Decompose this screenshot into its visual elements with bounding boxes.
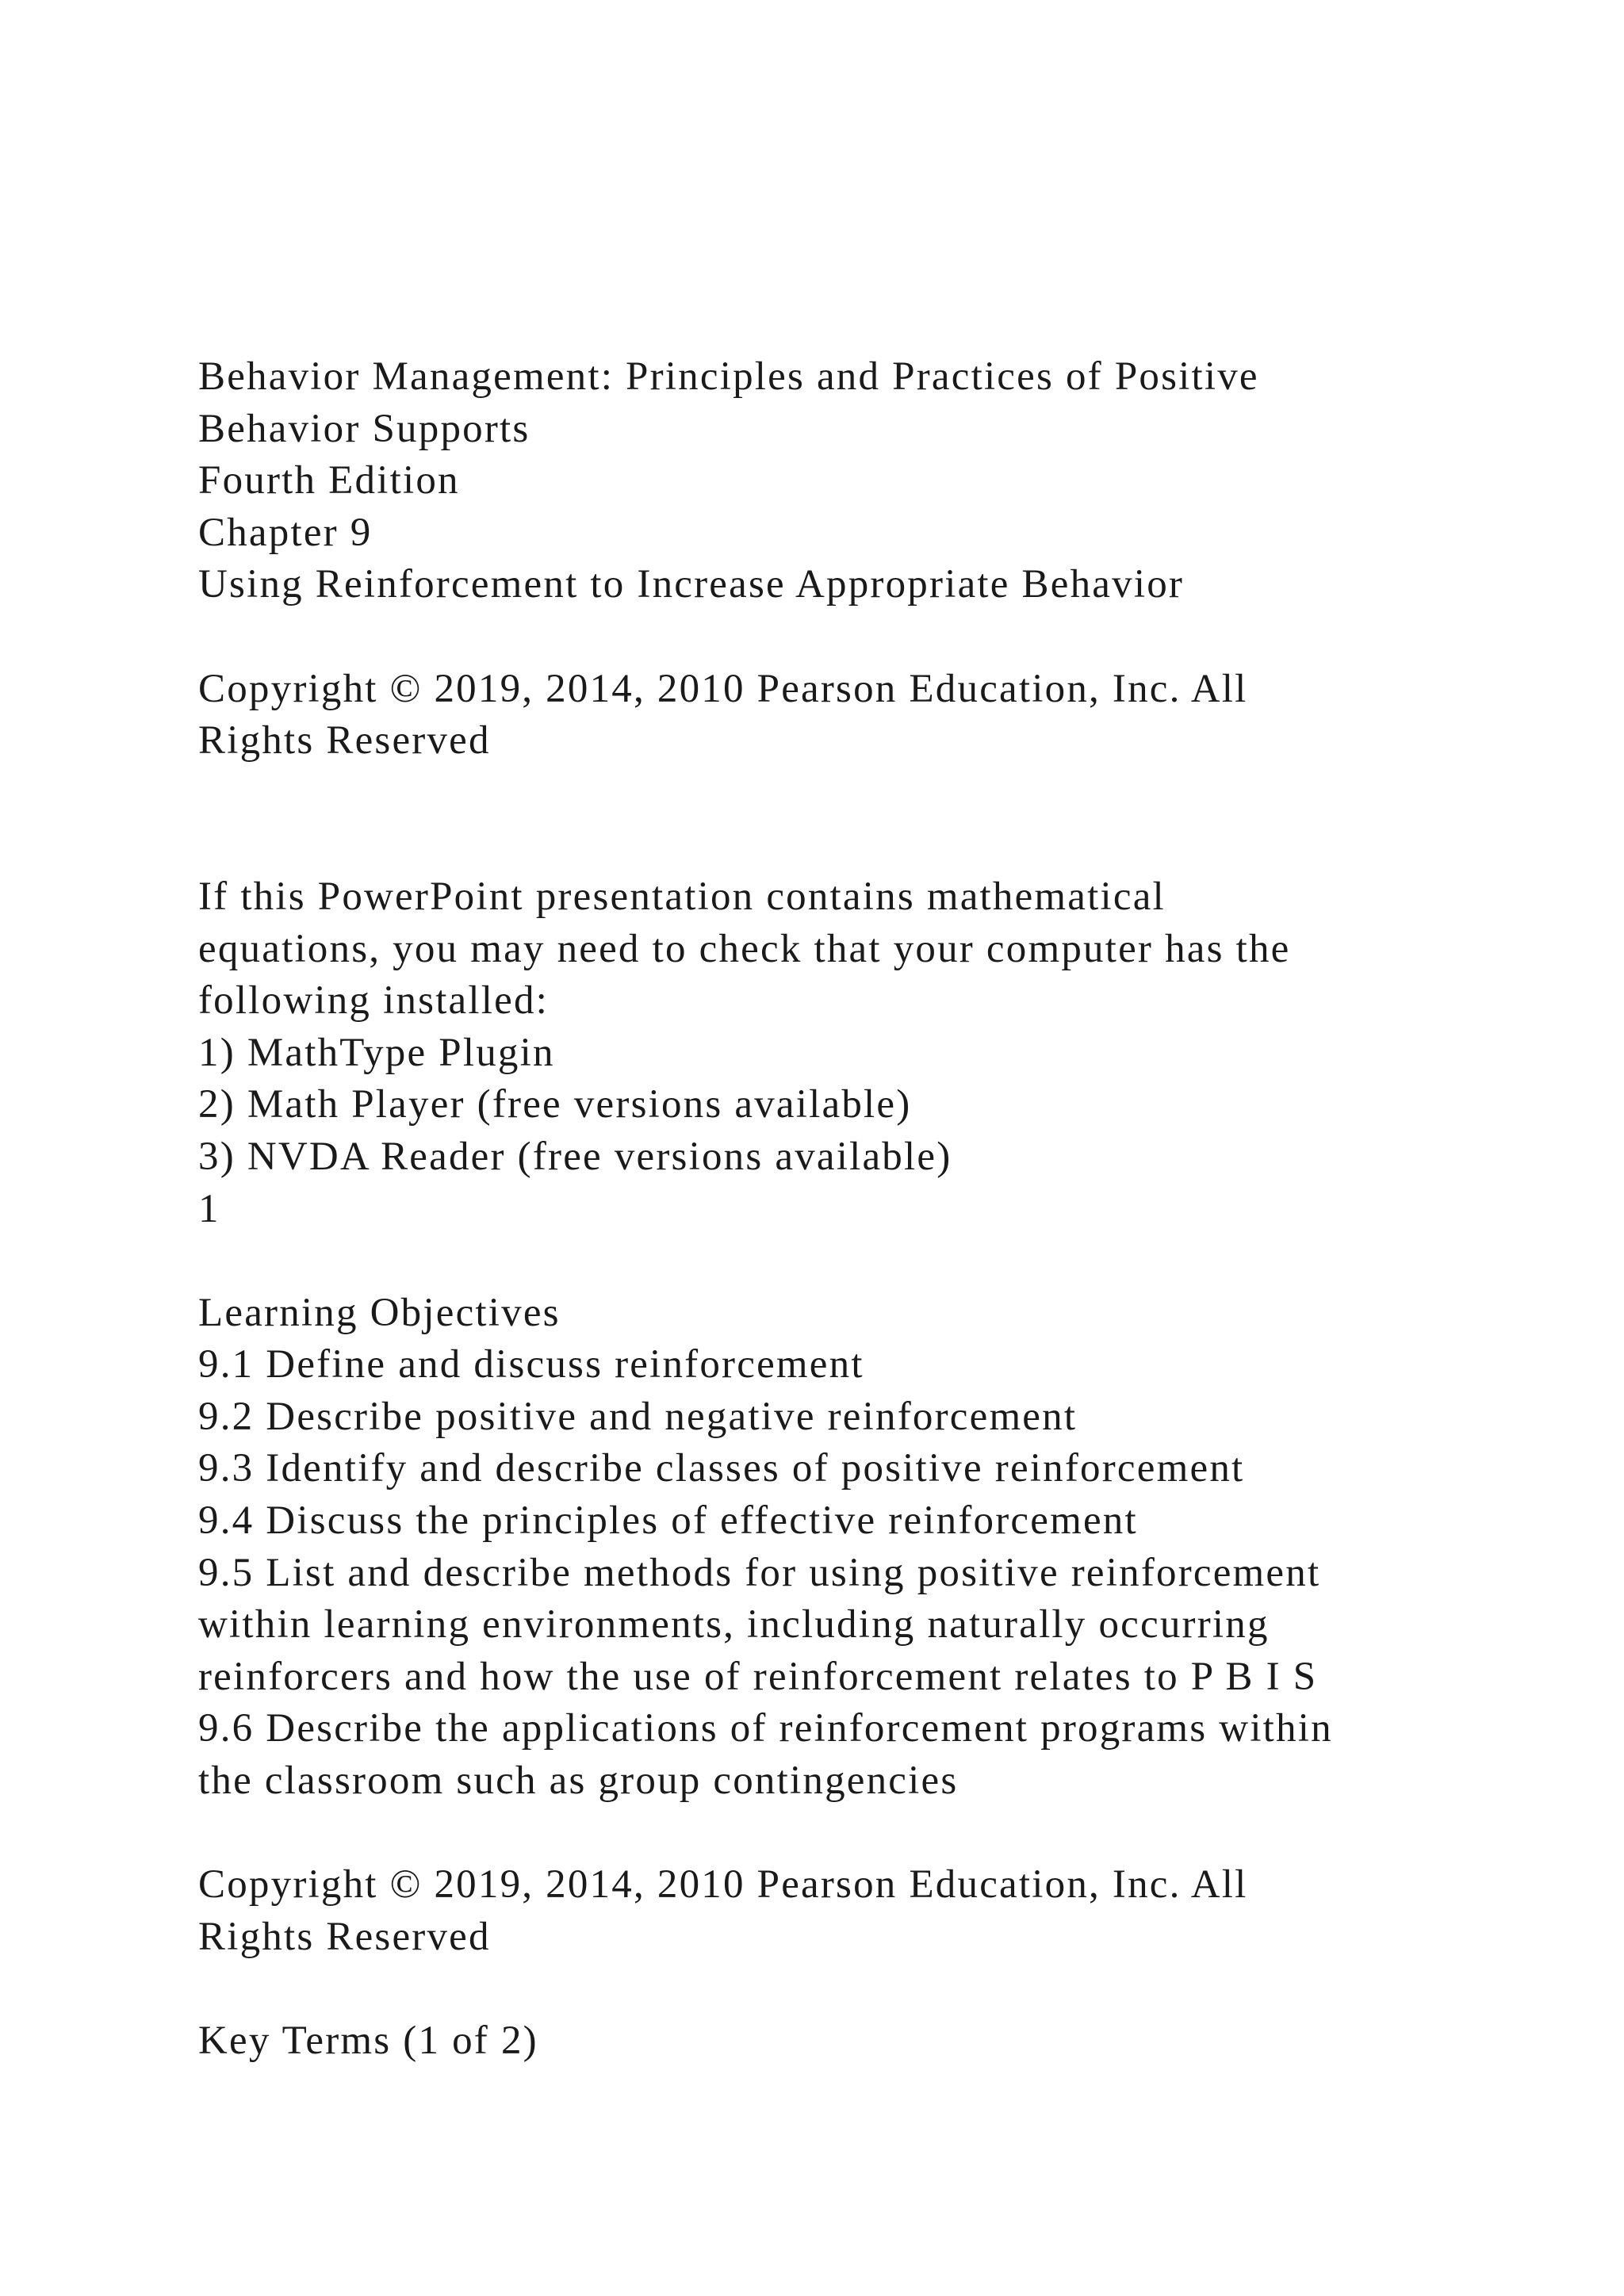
objective-line: 9.4 Discuss the principles of effective reinforcement	[198, 1498, 1138, 1544]
notice-list-item: 2) Math Player (free versions available)	[198, 1082, 912, 1127]
objective-line: reinforcers and how the use of reinforcement relates to P B I S	[198, 1654, 1318, 1699]
objectives-heading: Learning Objectives	[198, 1290, 561, 1335]
spacer	[198, 819, 1546, 871]
objective-line: 9.6 Describe the applications of reinforcement programs within	[198, 1706, 1333, 1751]
copyright-line-1: Copyright © 2019, 2014, 2010 Pearson Education, Inc. All	[198, 666, 1248, 711]
chapter-label: Chapter 9	[198, 510, 373, 555]
copyright-line-2: Rights Reserved	[198, 718, 491, 763]
notice-list-item: 3) NVDA Reader (free versions available)	[198, 1134, 952, 1179]
document-body	[198, 351, 1546, 2068]
notice-line-2: equations, you may need to check that your computer has the	[198, 926, 1291, 971]
spacer	[198, 1963, 1546, 2015]
edition-label: Fourth Edition	[198, 458, 460, 503]
spacer	[198, 611, 1546, 664]
copyright-line-2: Rights Reserved	[198, 1914, 491, 1959]
slide-number: 1	[198, 1186, 220, 1231]
objective-line: 9.1 Define and discuss reinforcement	[198, 1342, 864, 1387]
notice-line-1: If this PowerPoint presentation contains mathematical	[198, 874, 1166, 919]
chapter-title: Using Reinforcement to Increase Appropriate Behavior	[198, 562, 1185, 607]
objective-line: the classroom such as group contingencies	[198, 1758, 959, 1804]
spacer	[198, 1235, 1546, 1288]
spacer	[198, 1808, 1546, 1860]
book-title-line-2: Behavior Supports	[198, 406, 530, 451]
key-terms-heading: Key Terms (1 of 2)	[198, 2019, 538, 2063]
objective-line: within learning environments, including naturally occurring	[198, 1602, 1270, 1647]
objective-line: 9.2 Describe positive and negative reinforcement	[198, 1394, 1078, 1439]
objective-line: 9.3 Identify and describe classes of positive reinforcement	[198, 1446, 1245, 1491]
notice-line-3: following installed:	[198, 978, 550, 1024]
objective-line: 9.5 List and describe methods for using positive reinforcement	[198, 1550, 1321, 1595]
spacer	[198, 767, 1546, 820]
book-title-line-1: Behavior Management: Principles and Practices of Positive	[198, 354, 1259, 399]
notice-list-item: 1) MathType Plugin	[198, 1030, 555, 1075]
copyright-line-1: Copyright © 2019, 2014, 2010 Pearson Education, Inc. All	[198, 1862, 1248, 1908]
